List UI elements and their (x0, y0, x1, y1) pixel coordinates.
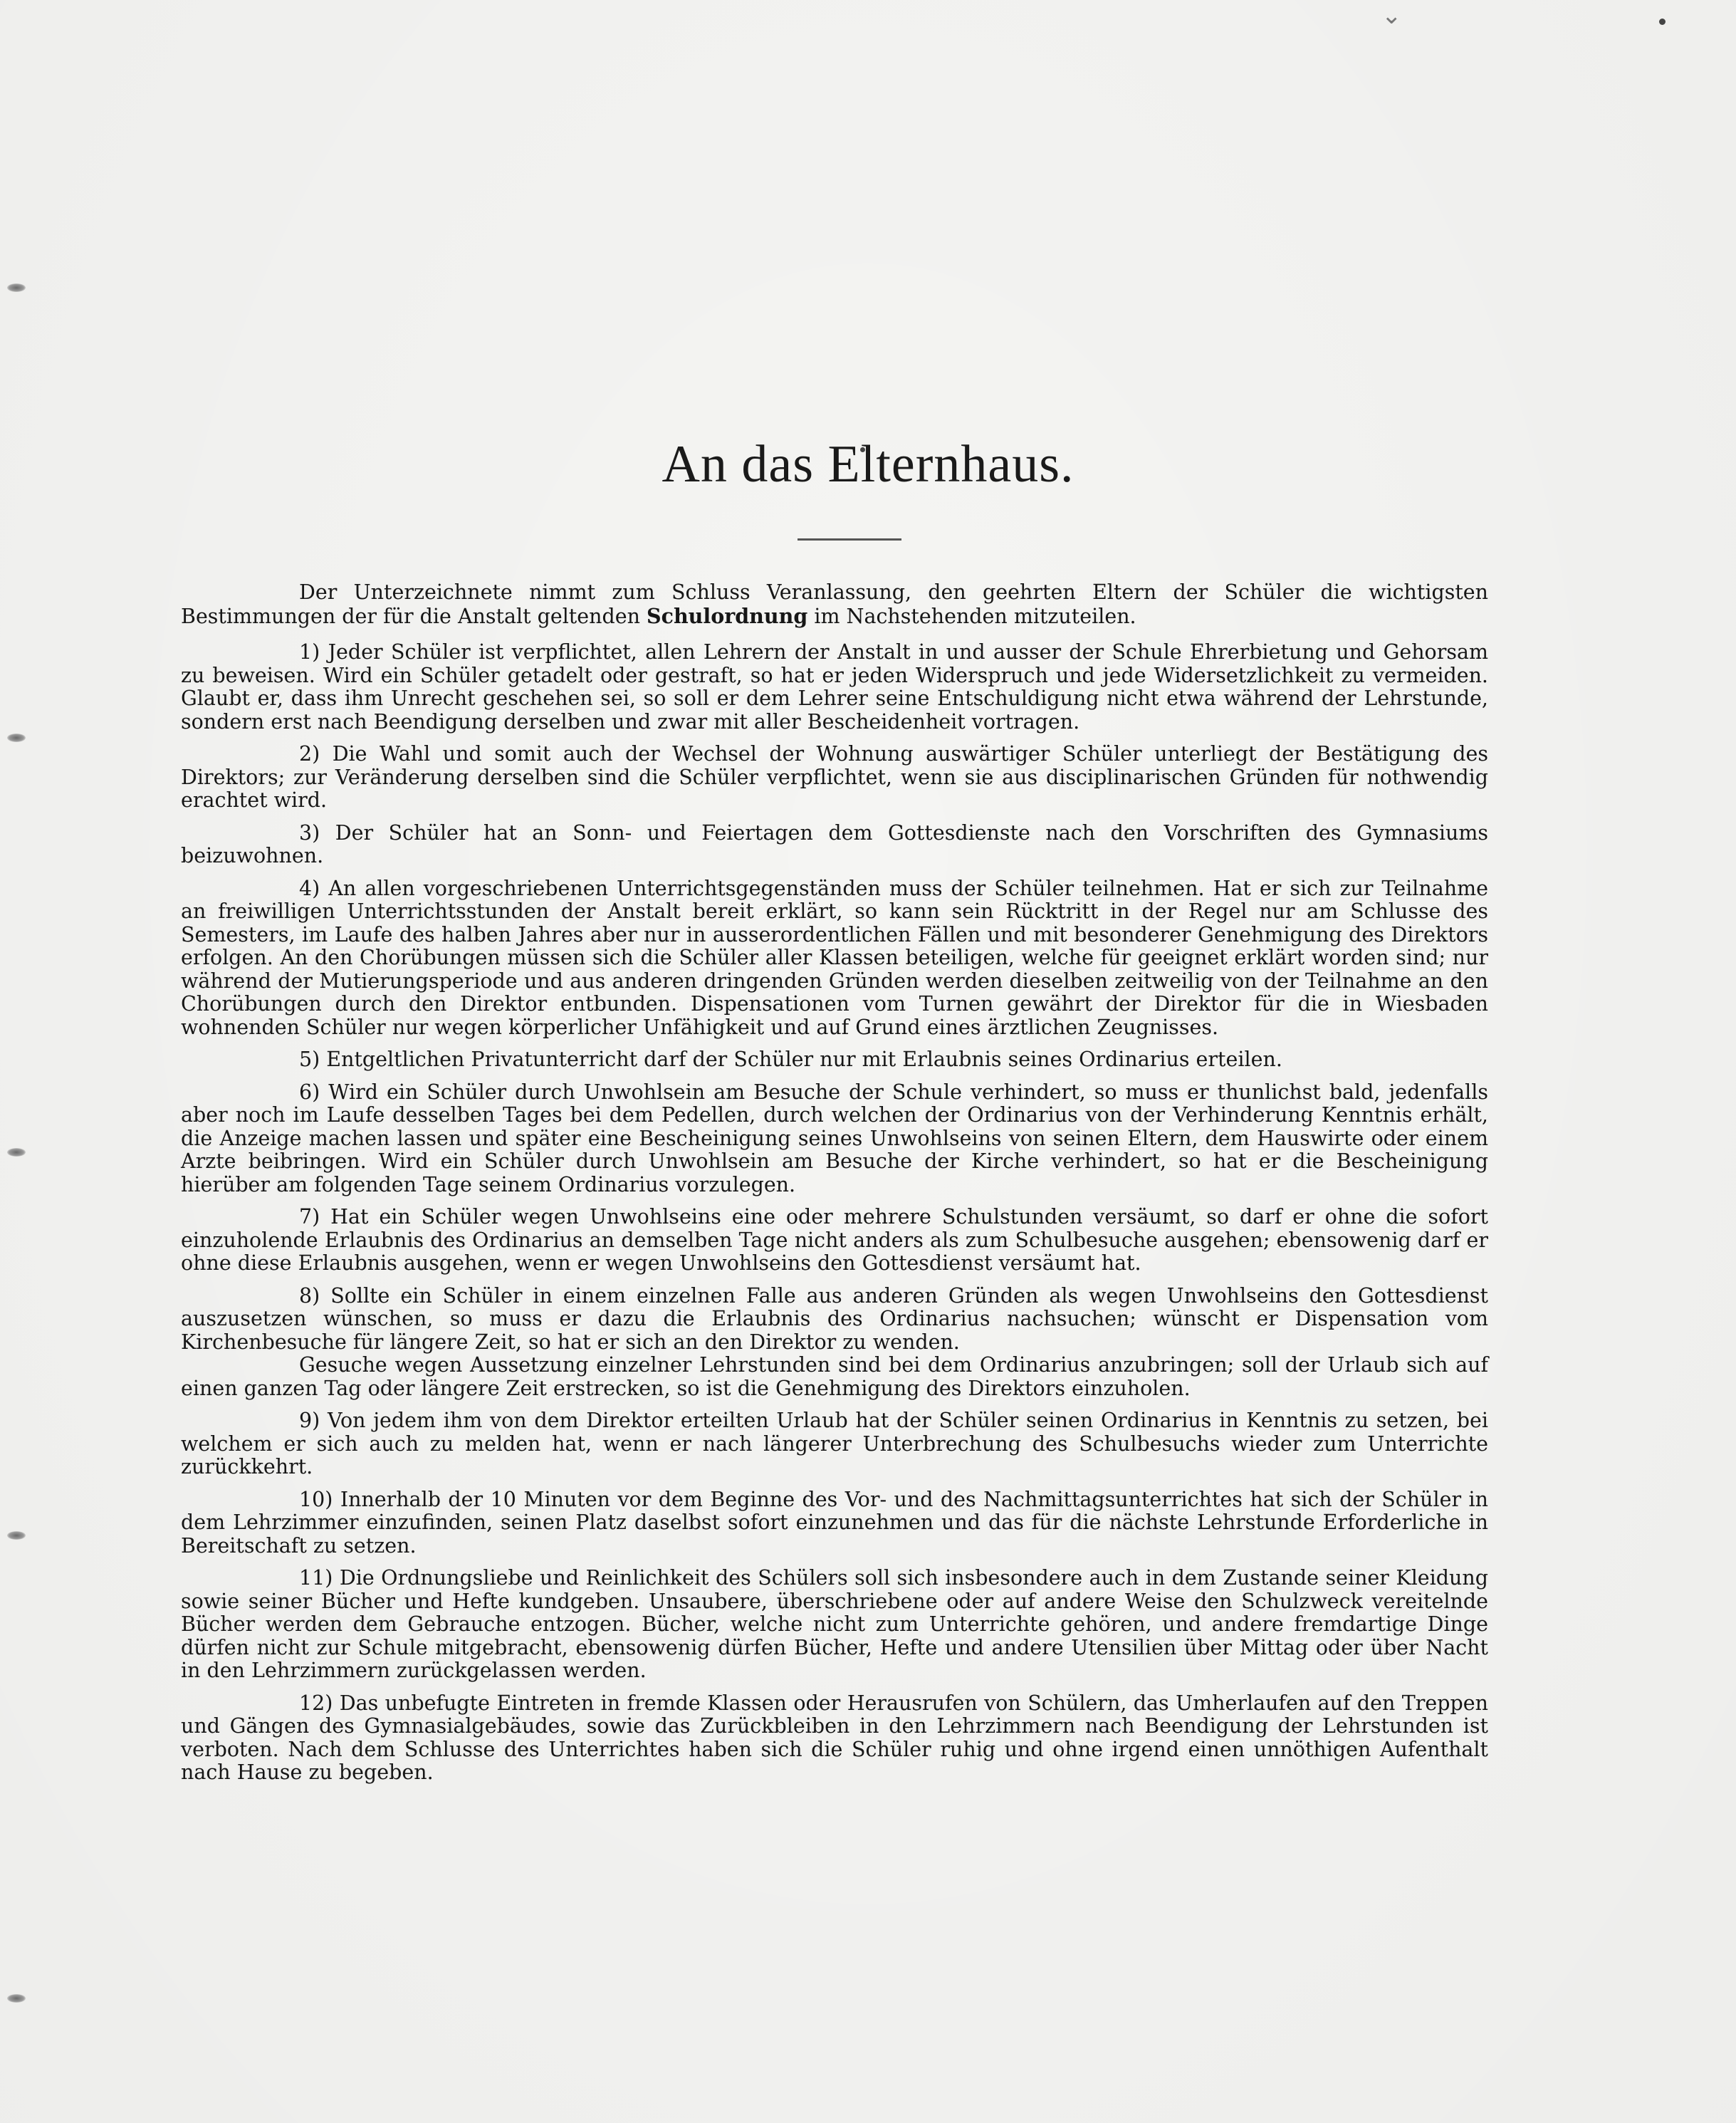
rule-paragraph-6: 6) Wird ein Schüler durch Unwohlsein am Besuche der Schule verhindert, so muss er thunlichst bald, jedenfalls aber noch im Laufe desselben Tages bei dem Pedellen, durch welchen der Ordinarius von der Verhinderung Kenntnis erhält, die Anzeige machen lassen und später eine Bescheinigung seines Unwohlseins von seinen Eltern, dem Hauswirte oder einem Arzte beibringen. Wird ein Schüler durch Unwohlsein am Besuche der Kirche verhindert, so hat er die Bescheinigung hierüber am folgenden Tage seinem Ordinarius vorzulegen. (181, 1080, 1488, 1196)
title-underline (798, 538, 901, 541)
pencil-tick-mark: ⌄ (1381, 1, 1402, 30)
intro-text: Der Unterzeichnete nimmt zum Schluss Veranlassung, den geehrten Eltern der Schüler die wichtigsten Bestimmungen der für die Anstalt geltenden (181, 580, 1488, 628)
rule-paragraph-2: 2) Die Wahl und somit auch der Wechsel der Wohnung auswärtiger Schüler unterliegt der Bestätigung des Direktors; zur Veränderung derselben sind die Schüler verpflichtet, wenn sie aus disciplinarischen Gründen für nothwendig erachtet wird. (181, 742, 1488, 812)
rule-paragraph-5: 5) Entgeltlichen Privatunterricht darf der Schüler nur mit Erlaubnis seines Ordinarius erteilen. (299, 1048, 1282, 1071)
binding-hole-mark (7, 1148, 26, 1157)
binding-hole-mark (7, 283, 26, 292)
page-title: An das Elternhaus. (662, 435, 1074, 494)
rule-paragraph-3: 3) Der Schüler hat an Sonn- und Feiertagen dem Gottesdienste nach den Vorschriften des Gymnasiums beizuwohnen. (181, 820, 1488, 867)
rule-paragraph-8: 8) Sollte ein Schüler in einem einzelnen Falle aus anderen Gründen als wegen Unwohlseins den Gottesdienst auszusetzen wünschen, so muss er dazu die Erlaubnis des Ordinarius nachsuchen; wünscht er Dispensation vom Kirchenbesuche für längere Zeit, so hat er sich an den Direktor zu wenden. (181, 1283, 1488, 1354)
rule-paragraph-7: 7) Hat ein Schüler wegen Unwohlseins eine oder mehrere Schulstunden versäumt, so darf er ohne die sofort einzuholende Erlaubnis des Ordinarius an demselben Tage nicht anders als zum Schulbesuche ausgehen; ebensowenig darf er ohne diese Erlaubnis ausgehen, wenn er wegen Unwohlseins den Gottesdienst versäumt hat. (181, 1205, 1488, 1275)
binding-hole-mark (7, 734, 26, 742)
rule-paragraph-9: 9) Von jedem ihm von dem Direktor erteilten Urlaub hat der Schüler seinen Ordinarius in Kenntnis zu setzen, bei welchem er sich auch zu melden hat, wenn er nach längerer Unterbrechung des Schulbesuchs wieder zum Unterrichte zurückkehrt. (181, 1409, 1488, 1478)
binding-hole-mark (7, 1994, 26, 2003)
rule-paragraph-4: 4) An allen vorgeschriebenen Unterrichtsgegenständen muss der Schüler teilnehmen. Hat er sich zur Teilnahme an freiwilligen Unterrichtsstunden der Anstalt bereit erklärt, so kann sein Rücktritt in der Regel nur am Schlusse des Semesters, im Laufe des halben Jahres aber nur in ausserordentlichen Fällen und mit besonderer Genehmigung des Direktors erfolgen. An den Chorübungen müssen sich die Schüler aller Klassen beteiligen, welche für geeignet erklärt worden sind; nur während der Mutierungsperiode und aus anderen dringenden Gründen werden dieselben zeitweilig von der Teilnahme an den Chorübungen durch den Direktor entbunden. Dispensationen vom Turnen gewährt der Direktor für die in Wiesbaden wohnenden Schüler nur wegen körperlicher Unfähigkeit und auf Grund eines ärztlichen Zeugnisses. (181, 876, 1488, 1039)
rule-paragraph-11: 11) Die Ordnungsliebe und Reinlichkeit des Schülers soll sich insbesondere auch in dem Zustande seiner Kleidung sowie seiner Bücher und Hefte kundgeben. Unsaubere, überschriebene oder auf andere Weise den Schulzweck vereitelnde Bücher werden dem Gebrauche entzogen. Bücher, welche nicht zum Unterrichte gehören, und andere fremdartige Dinge dürfen nicht zur Schule mitgebracht, ebensowenig dürfen Bücher, Hefte und andere Utensilien über Mittag oder über Nacht in den Lehrzimmern zurückgelassen werden. (181, 1566, 1488, 1682)
rule-paragraph-10: 10) Innerhalb der 10 Minuten vor dem Beginne des Vor- und des Nachmittagsunterrichtes hat sich der Schüler in dem Lehrzimmer einzufinden, seinen Platz daselbst sofort einzunehmen und das für die nächste Lehrstunde Erforderliche in Bereitschaft zu setzen. (181, 1487, 1488, 1558)
intro-bold-term: Schulordnung (647, 603, 808, 628)
document-body (181, 581, 1488, 1794)
intro-paragraph (181, 581, 1488, 628)
intro-text-end: im Nachstehenden mitzuteilen. (807, 604, 1136, 628)
binding-hole-mark (7, 1531, 26, 1540)
ink-speck (1659, 19, 1666, 25)
rule-paragraph-12: 12) Das unbefugte Eintreten in fremde Klassen oder Herausrufen von Schülern, das Umherlaufen auf den Treppen und Gängen des Gymnasialgebäudes, sowie das Zurückbleiben in den Lehrzimmern nach Beendigung der Lehrstunden ist verboten. Nach dem Schlusse des Unterrichtes haben sich die Schüler ruhig und ohne irgend einen unnöthigen Aufenthalt nach Hause zu begeben. (181, 1691, 1488, 1784)
rule-paragraph-8-continuation: Gesuche wegen Aussetzung einzelner Lehrstunden sind bei dem Ordinarius anzubringen; soll der Urlaub sich auf einen ganzen Tag oder längere Zeit erstrecken, so ist die Genehmigung des Direktors einzuholen. (181, 1353, 1488, 1400)
rule-paragraph-1: 1) Jeder Schüler ist verpflichtet, allen Lehrern der Anstalt in und ausser der Schule Ehrerbietung und Gehorsam zu beweisen. Wird ein Schüler getadelt oder gestraft, so hat er jeden Widerspruch und jede Widersetzlichkeit zu vermeiden. Glaubt er, dass ihm Unrecht geschehen sei, so soll er dem Lehrer seine Entschuldigung nicht etwa während der Lehrstunde, sondern erst nach Beendigung derselben und zwar mit aller Bescheidenheit vortragen. (181, 640, 1488, 734)
